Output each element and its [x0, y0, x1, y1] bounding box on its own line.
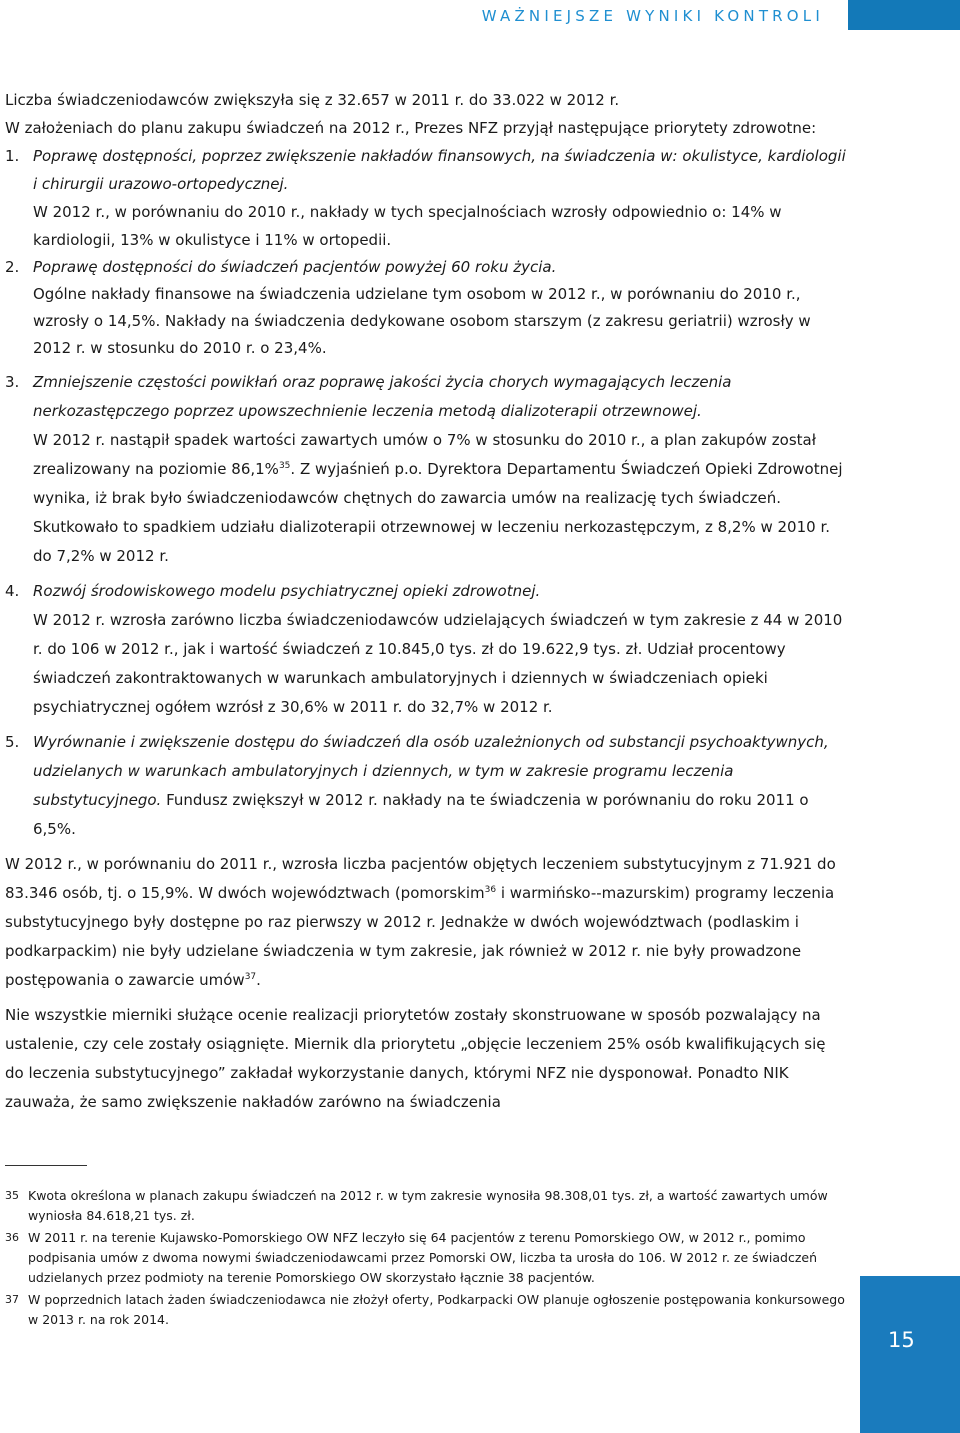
- priority-title: Poprawę dostępności, poprzez zwiększenie nakładów finansowych, na świadczenia w: okulistyce, kardiologii i chirurgii urazowo-ortopedycznej.: [33, 147, 846, 193]
- intro-paragraph-1: Liczba świadczeniodawców zwiększyła się z 32.657 w 2011 r. do 33.022 w 2012 r.: [5, 91, 620, 109]
- priority-text: W 2012 r. nastąpił spadek wartości zawartych umów o 7% w stosunku do 2010 r., a plan zakupów został zrealizowany na poziomie 86,1%$^{35}$. Z wyjaśnień p.o. Dyrektora Departamentu Świadczeń Opieki Zdrowotnej wynika, iż brak było świadczeniodawców chętnych do zawarcia umów na realizację tych świadczeń. Skutkowało to spadkiem udziału dializoterapii otrzewnowej w leczeniu nerkozastępczym, z 8,2% w 2010 r. do 7,2% w 2012 r.: [33, 431, 843, 565]
- priority-item-5: [5, 728, 847, 844]
- footnote-number: 37: [5, 1293, 19, 1306]
- priority-item-1: [5, 142, 847, 254]
- priority-title: Rozwój środowiskowego modelu psychiatrycznej opieki zdrowotnej.: [33, 582, 541, 600]
- page-number: 15: [888, 1328, 915, 1352]
- footnote-number: 35: [5, 1189, 19, 1202]
- priority-text: W 2012 r., w porównaniu do 2010 r., nakłady w tych specjalnościach wzrosły odpowiednio o: 14% w kardiologii, 13% w okulistyce i 11% w ortopedii.: [33, 203, 782, 249]
- footnote-number: 36: [5, 1231, 19, 1244]
- footnote-text: W poprzednich latach żaden świadczeniodawca nie złożył oferty, Podkarpacki OW planuje ogłoszenie postępowania konkursowego w 2013 r. na rok 2014.: [28, 1292, 845, 1327]
- priority-number: 5.: [5, 733, 20, 751]
- priority-text: W 2012 r. wzrosła zarówno liczba świadczeniodawców udzielających świadczeń w tym zakresie z 44 w 2010 r. do 106 w 2012 r., jak i wartość świadczeń z 10.845,0 tys. zł do 19.622,9 tys. zł. Udział procentowy świadczeń zakontraktowanych w warunkach ambulatoryjnych i dziennych w świadczeniach opieki psychiatrycznej ogółem wzrósł z 30,6% w 2011 r. do 32,7% w 2012 r.: [33, 611, 843, 716]
- footnote-37: [5, 1290, 847, 1330]
- footnotes: [5, 1186, 847, 1332]
- priority-number: 4.: [5, 582, 20, 600]
- header-color-block: [848, 0, 960, 30]
- priority-title: Wyrównanie i zwiększenie dostępu do świadczeń dla osób uzależnionych od substancji psychoaktywnych, udzielanych w warunkach ambulatoryjnych i dziennych, w tym w zakresie programu leczenia substytucyjnego.: [33, 733, 829, 809]
- footnote-36: [5, 1228, 847, 1288]
- footnote-ref: 37: [244, 972, 257, 982]
- priority-item-3: [5, 368, 847, 571]
- priority-number: 2.: [5, 258, 20, 276]
- footnote-35: [5, 1186, 847, 1226]
- footnote-ref: 35: [278, 461, 291, 471]
- page-number-box: [860, 1276, 960, 1433]
- footnote-separator: [5, 1165, 87, 1166]
- paragraph-measures: Nie wszystkie mierniki służące ocenie realizacji priorytetów zostały skonstruowane w sposób pozwalający na ustalenie, czy cele zostały osiągnięte. Miernik dla priorytetu „objęcie leczeniem 25% osób kwalifikujących się do leczenia substytucyjnego” zakładał wykorzystanie danych, którymi NFZ nie dysponował. Ponadto NIK zauważa, że samo zwiększenie nakładów zarówno na świadczenia: [5, 1006, 826, 1111]
- section-header-title: WAŻNIEJSZE WYNIKI KONTROLI: [481, 7, 824, 25]
- priority-number: 1.: [5, 147, 20, 165]
- paragraph-substitution: W 2012 r., w porównaniu do 2011 r., wzrosła liczba pacjentów objętych leczeniem substytucyjnym z 71.921 do 83.346 osób, tj. o 15,9%. W dwóch województwach (pomorskim$^{36}$ i warmińsko--mazurskim) programy leczenia substytucyjnego były dostępne po raz pierwszy w 2012 r. Jednakże w dwóch województwach (podlaskim i podkarpackim) nie były udzielane świadczenia w tym zakresie, jak również w 2012 r. nie były prowadzone postępowania o zawarcie umów$^{37}$.: [5, 855, 836, 989]
- priority-title: Poprawę dostępności do świadczeń pacjentów powyżej 60 roku życia.: [33, 258, 557, 276]
- priority-number: 3.: [5, 373, 20, 391]
- footnote-text: W 2011 r. na terenie Kujawsko-Pomorskiego OW NFZ leczyło się 64 pacjentów z terenu Pomorskiego OW, w 2012 r., pomimo podpisania umów z dwoma nowymi świadczeniodawcami przez Pomorski OW, liczba ta urosła do 106. W 2012 r. ze świadczeń udzielanych przez podmioty na terenie Pomorskiego OW skorzystało łącznie 38 pacjentów.: [28, 1230, 817, 1285]
- priority-text: Wyrównanie i zwiększenie dostępu do świadczeń dla osób uzależnionych od substancji psychoaktywnych, udzielanych w warunkach ambulatoryjnych i dziennych, w tym w zakresie programu leczenia substytucyjnego. Fundusz zwiększył w 2012 r. nakłady na te świadczenia w porównaniu do roku 2011 o 6,5%.: [33, 733, 829, 838]
- main-text: [5, 86, 847, 1117]
- footnote-text: Kwota określona w planach zakupu świadczeń na 2012 r. w tym zakresie wynosiła 98.308,01 tys. zł, a wartość zawartych umów wyniosła 84.618,21 tys. zł.: [28, 1188, 828, 1223]
- priority-item-4: [5, 577, 847, 722]
- priority-title: Zmniejszenie częstości powikłań oraz poprawę jakości życia chorych wymagających leczenia nerkozastępczego poprzez upowszechnienie leczenia metodą dializoterapii otrzewnowej.: [33, 373, 732, 420]
- priority-text: Ogólne nakłady finansowe na świadczenia udzielane tym osobom w 2012 r., w porównaniu do 2010 r., wzrosły o 14,5%. Nakłady na świadczenia dedykowane osobom starszym (z zakresu geriatrii) wzrosły w 2012 r. w stosunku do 2010 r. o 23,4%.: [33, 285, 811, 357]
- intro-paragraph-2: W założeniach do planu zakupu świadczeń na 2012 r., Prezes NFZ przyjął następujące priorytety zdrowotne:: [5, 119, 817, 137]
- priority-item-2: [5, 254, 847, 362]
- footnote-ref: 36: [484, 885, 497, 895]
